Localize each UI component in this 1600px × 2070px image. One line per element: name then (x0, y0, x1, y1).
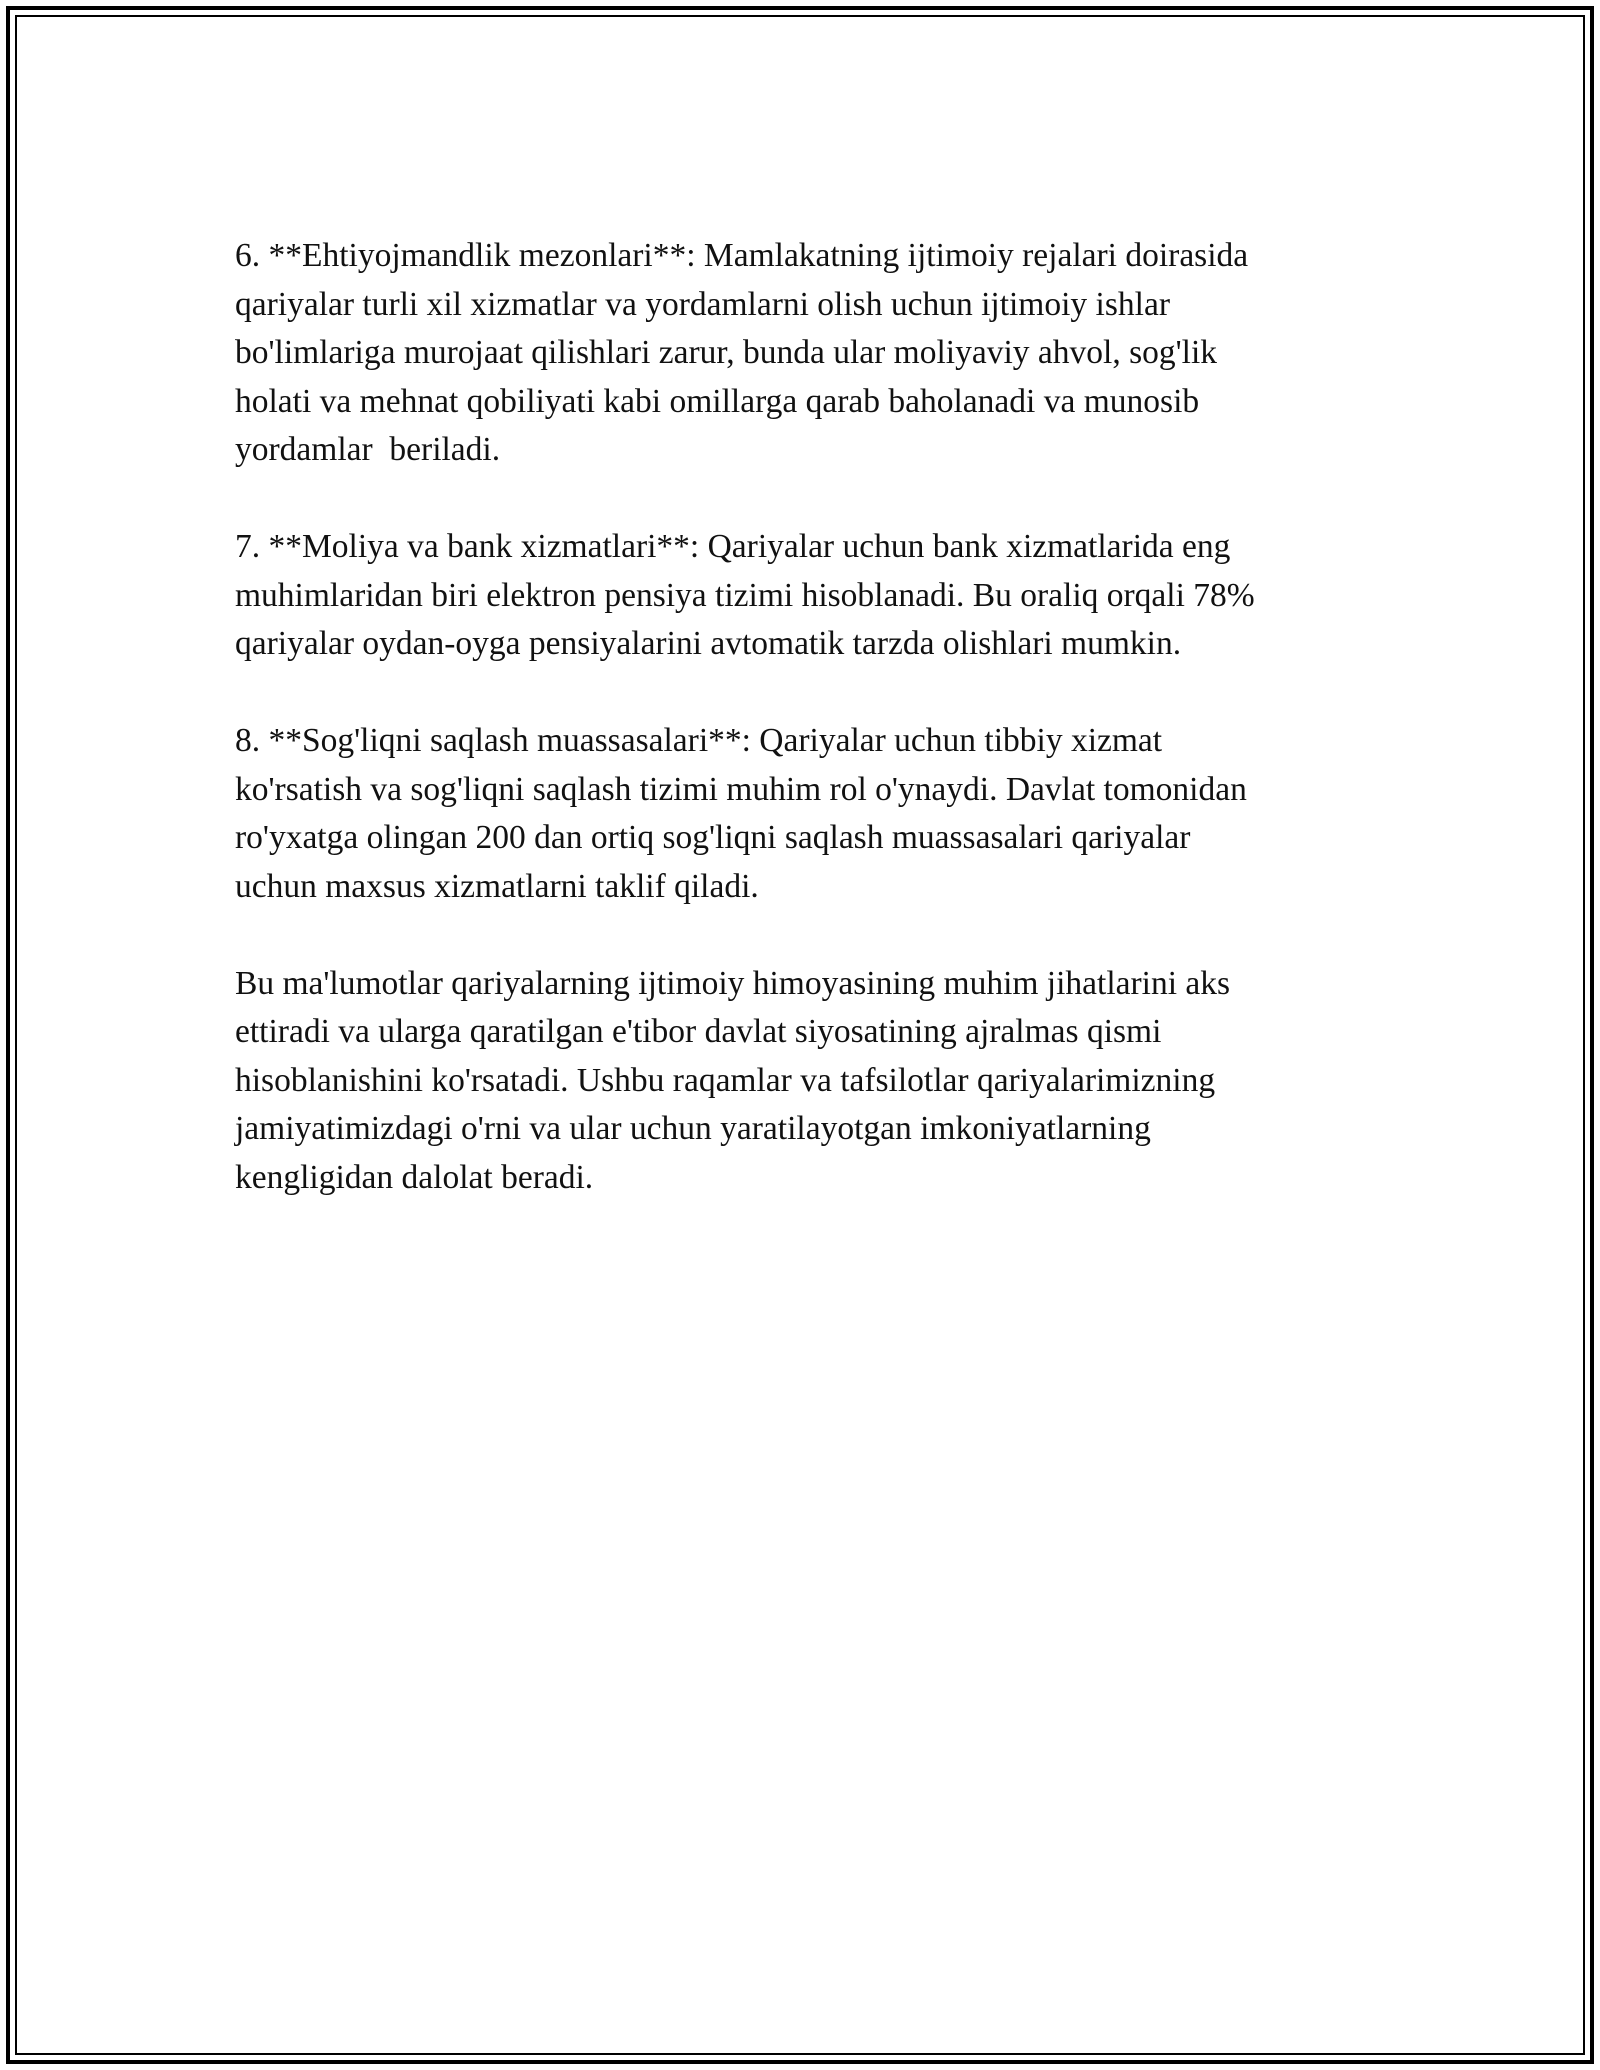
text-line: ettiradi va ularga qaratilgan e'tibor davlat siyosatining ajralmas qismi (235, 1013, 1162, 1050)
document-body (235, 232, 1375, 1251)
text-line: 8. **Sog'liqni saqlash muassasalari**: Qariyalar uchun tibbiy xizmat (235, 722, 1163, 759)
paragraph-finance-banking (235, 523, 1375, 669)
text-line: muhimlaridan biri elektron pensiya tizimi hisoblanadi. Bu oraliq orqali 78% (235, 576, 1255, 614)
text-line: Bu ma'lumotlar qariyalarning ijtimoiy himoyasining muhim jihatlarini aks (235, 964, 1231, 1002)
paragraph-needs-criteria (235, 232, 1375, 475)
text-line: hisoblanishini ko'rsatadi. Ushbu raqamlar va tafsilotlar qariyalarimizning (235, 1061, 1216, 1099)
text-line: holati va mehnat qobiliyati kabi omillarga qarab baholanadi va munosib (235, 382, 1200, 420)
text-line: 6. **Ehtiyojmandlik mezonlari**: Mamlakatning ijtimoiy rejalari doirasida (235, 237, 1249, 274)
text-line: uchun maxsus xizmatlarni taklif qiladi. (235, 867, 759, 905)
text-line: ro'yxatga olingan 200 dan ortiq sog'liqni saqlash muassasalari qariyalar (235, 819, 1191, 856)
text-line: qariyalar oydan-oyga pensiyalarini avtomatik tarzda olishlari mumkin. (235, 625, 1182, 662)
text-line: jamiyatimizdagi o'rni va ular uchun yaratilayotgan imkoniyatlarning (235, 1110, 1151, 1147)
text-line: ko'rsatish va sog'liqni saqlash tizimi muhim rol o'ynaydi. Davlat tomonidan (235, 770, 1247, 808)
text-line: qariyalar turli xil xizmatlar va yordamlarni olish uchun ijtimoiy ishlar (235, 285, 1170, 323)
text-line: kengligidan dalolat beradi. (235, 1158, 594, 1196)
text-line: yordamlar beriladi. (235, 431, 501, 468)
text-line: 7. **Moliya va bank xizmatlari**: Qariyalar uchun bank xizmatlarida eng (235, 528, 1231, 565)
paragraph-conclusion (235, 960, 1375, 1203)
paragraph-healthcare (235, 717, 1375, 911)
text-line: bo'limlariga murojaat qilishlari zarur, bunda ular moliyaviy ahvol, sog'lik (235, 334, 1218, 371)
